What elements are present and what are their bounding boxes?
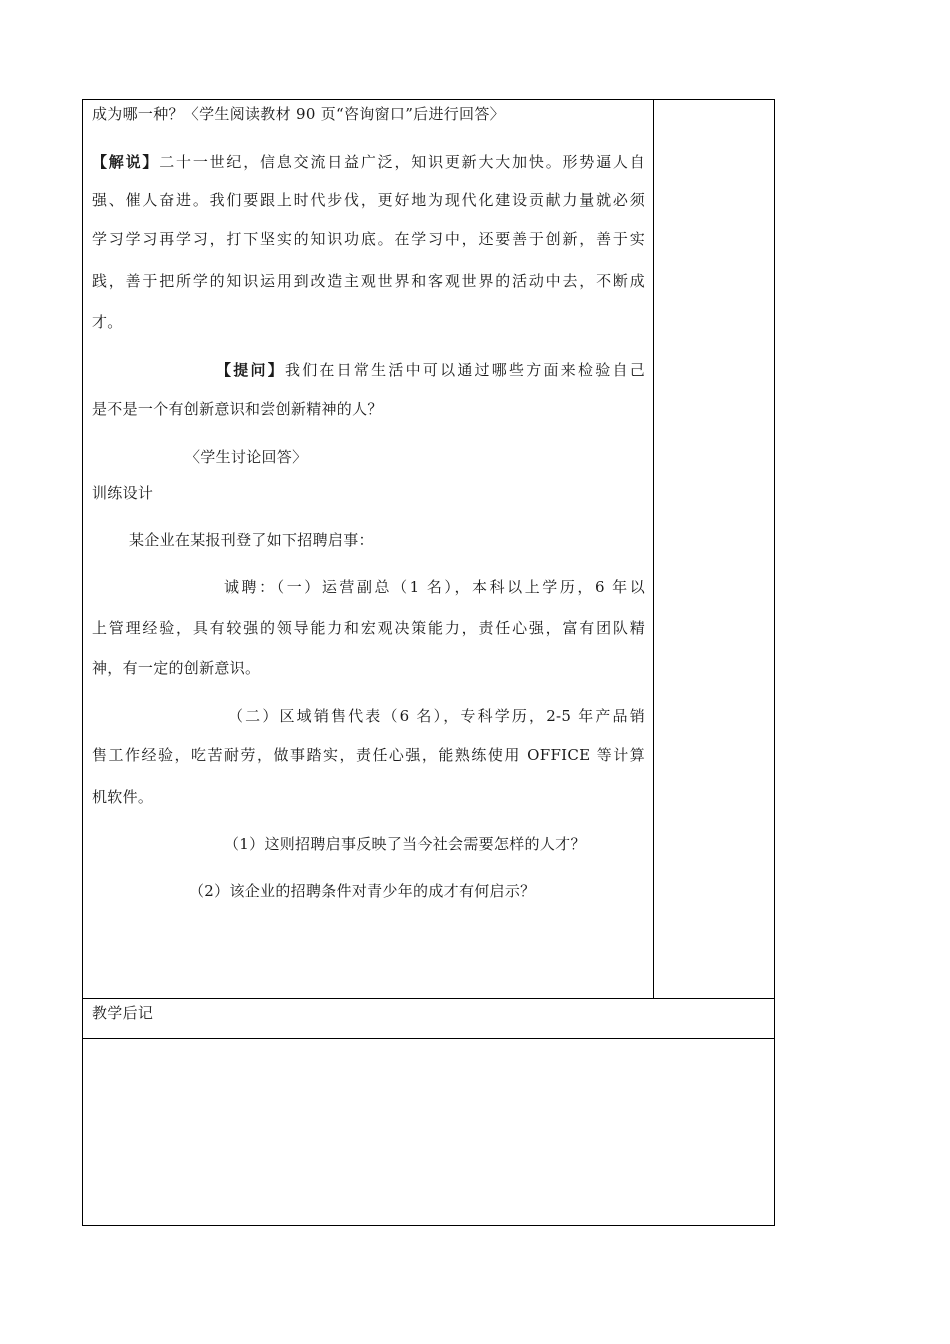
job2-line-1: （二）区域销售代表（6 名），专科学历，2-5 年产品销 [228,707,645,725]
question-line-1: 【提问】我们在日常生活中可以通过哪些方面来检验自己 [216,361,645,379]
question-tag: 【提问】 [216,361,285,379]
explain-line-5: 才。 [92,313,123,331]
question-2: （2）该企业的招聘条件对青少年的成才有何启示？ [189,882,536,900]
job2-line-3: 机软件。 [92,788,154,806]
explain-line-2: 强、催人奋进。我们要跟上时代步伐，更好地为现代化建设贡献力量就必须 [92,191,645,209]
side-notes-cell [654,100,774,999]
intro-line: 成为哪一种？〈学生阅读教材 90 页“咨询窗口”后进行回答〉 [92,105,505,123]
lesson-content-cell [83,100,654,999]
job2-line-2: 售工作经验，吃苦耐劳，做事踏实，责任心强，能熟练使用 OFFICE 等计算 [92,746,645,764]
postscript-label-cell [83,999,774,1039]
training-heading: 训练设计 [92,484,154,502]
postscript-content-cell [83,1039,774,1225]
question-1: （1）这则招聘启事反映了当今社会需要怎样的人才？ [224,835,586,853]
discuss-note: 〈学生讨论回答〉 [185,448,308,466]
ad-intro: 某企业在某报刊登了如下招聘启事： [129,531,374,549]
job1-line-1: 诚聘：（一）运营副总（1 名），本科以上学历，6 年以 [224,578,645,596]
explain-line-3: 学习学习再学习，打下坚实的知识功底。在学习中，还要善于创新，善于实 [92,230,645,248]
lesson-table [82,99,775,1226]
explain-line-1: 【解说】二十一世纪，信息交流日益广泛，知识更新大大加快。形势逼人自 [92,153,646,171]
explain-tag: 【解说】 [92,153,160,171]
job1-line-3: 神，有一定的创新意识。 [92,659,261,677]
explain-line-4: 践，善于把所学的知识运用到改造主观世界和客观世界的活动中去，不断成 [92,272,645,290]
job1-line-2: 上管理经验，具有较强的领导能力和宏观决策能力，责任心强，富有团队精 [92,619,645,637]
question-line-2: 是不是一个有创新意识和尝创新精神的人？ [92,400,383,418]
postscript-label: 教学后记 [92,1004,154,1022]
